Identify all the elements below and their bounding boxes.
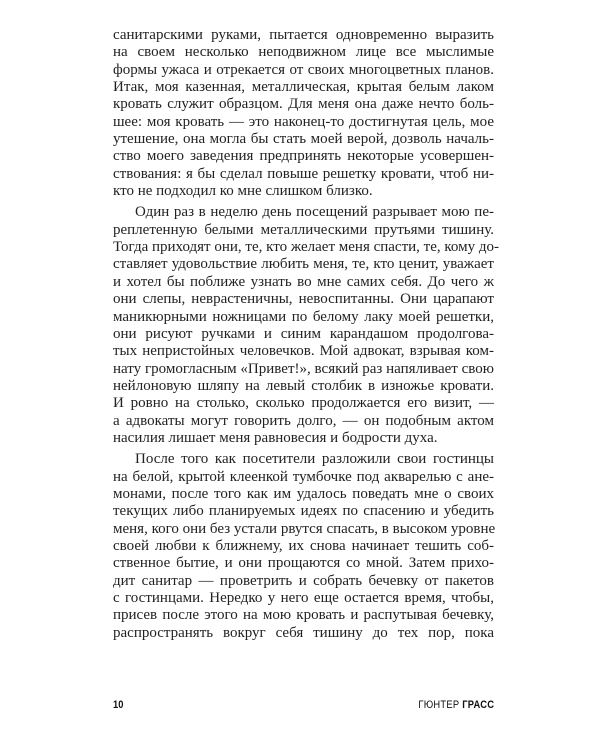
- text-line: распространять вокруг себя тишину до тех пор, пока: [113, 624, 494, 641]
- text-line: формы ужаса и отрекается от своих многоцветных планов.: [113, 61, 494, 78]
- paragraph: [113, 204, 499, 447]
- text-line: ствования: я бы сделал повыше решетку кровати, чтоб ни-: [113, 165, 494, 182]
- text-line: кровать служит образцом. Для меня она даже нечто боль-: [113, 96, 494, 113]
- text-line: Итак, моя казенная, металлическая, крытая белым лаком: [113, 79, 494, 96]
- text-line: ство моего заведения предпринять некоторые усовершен-: [113, 148, 494, 165]
- text-line: на своем несколько неподвижном лице все мыслимые: [113, 44, 494, 61]
- text-line: утешение, она могла бы стать моей верой, дозволь началь-: [113, 131, 494, 148]
- page-footer: [113, 699, 494, 715]
- text-line: а адвокаты могут говорить долго, — он подобным актом: [113, 412, 494, 429]
- text-line: они слепы, неврастеничны, невоспитанны. Они царапают: [113, 291, 494, 308]
- page-number: 10: [113, 699, 124, 711]
- page-body: [113, 27, 499, 646]
- text-line: реплетенную белыми металлическими прутьями тишину.: [113, 221, 494, 238]
- text-line: После того как посетители разложили свои гостинцы: [135, 451, 494, 468]
- text-line: ставляет удовольствие любить меня, те, кто ценит, уважает: [113, 256, 494, 273]
- text-line: своей любви к ближнему, их снова начинает тешить соб-: [113, 537, 494, 554]
- text-line: нейлоновую шляпу на левый столбик в изножье кровати.: [113, 377, 494, 394]
- text-line: ственное бытие, и они прощаются со мной. Затем прихо-: [113, 555, 494, 572]
- text-line: на белой, крытой клеенкой тумбочке под акварелью с ане-: [113, 468, 494, 485]
- text-line: тых непристойных человечков. Мой адвокат, взрывая ком-: [113, 343, 494, 360]
- running-head: [418, 699, 494, 711]
- author-first-name: ГЮНТЕР: [418, 699, 460, 711]
- text-line: меня, кого они без устали рвутся спасать, в высоком уровне: [113, 520, 496, 537]
- text-line: И ровно на столько, сколько продолжается его визит, —: [113, 395, 494, 412]
- text-line: текущих либо планируемых идеях по спасению и убедить: [113, 503, 494, 520]
- text-line: маникюрными ножницами по белому лаку моей решетки,: [113, 308, 494, 325]
- text-line: дит санитар — проветрить и собрать бечевку от пакетов: [113, 572, 494, 589]
- text-line: санитарскими руками, пытается одновременно выразить: [113, 27, 494, 43]
- paragraph: [113, 451, 494, 642]
- text-line: кто не подходил ко мне слишком близко.: [113, 183, 373, 200]
- text-line: монами, после того как им удалось поведать мне о своих: [113, 485, 494, 502]
- text-line: с гостинцами. Нередко у него еще остается время, чтобы,: [113, 590, 494, 606]
- text-line: они рисуют ручками и синим карандашом продолгова-: [113, 325, 494, 342]
- text-line: шее: моя кровать — это наконец-то достигнутая цель, мое: [113, 113, 494, 130]
- text-line: и хотел бы поближе узнать во мне самих себя. До чего ж: [113, 273, 494, 290]
- text-line: насилия лишает меня равновесия и бодрости духа.: [113, 429, 438, 446]
- paragraph: [113, 27, 494, 200]
- text-line: присев после этого на мою кровать и распутывая бечевку,: [113, 607, 494, 624]
- text-line: Один раз в неделю день посещений разрывает мою пе-: [135, 204, 494, 221]
- author-surname: ГРАСС: [461, 699, 494, 711]
- text-line: нату громогласным «Привет!», всякий раз напяливает свою: [113, 360, 494, 377]
- text-line: Тогда приходят они, те, кто желает меня спасти, те, кому до-: [113, 239, 499, 256]
